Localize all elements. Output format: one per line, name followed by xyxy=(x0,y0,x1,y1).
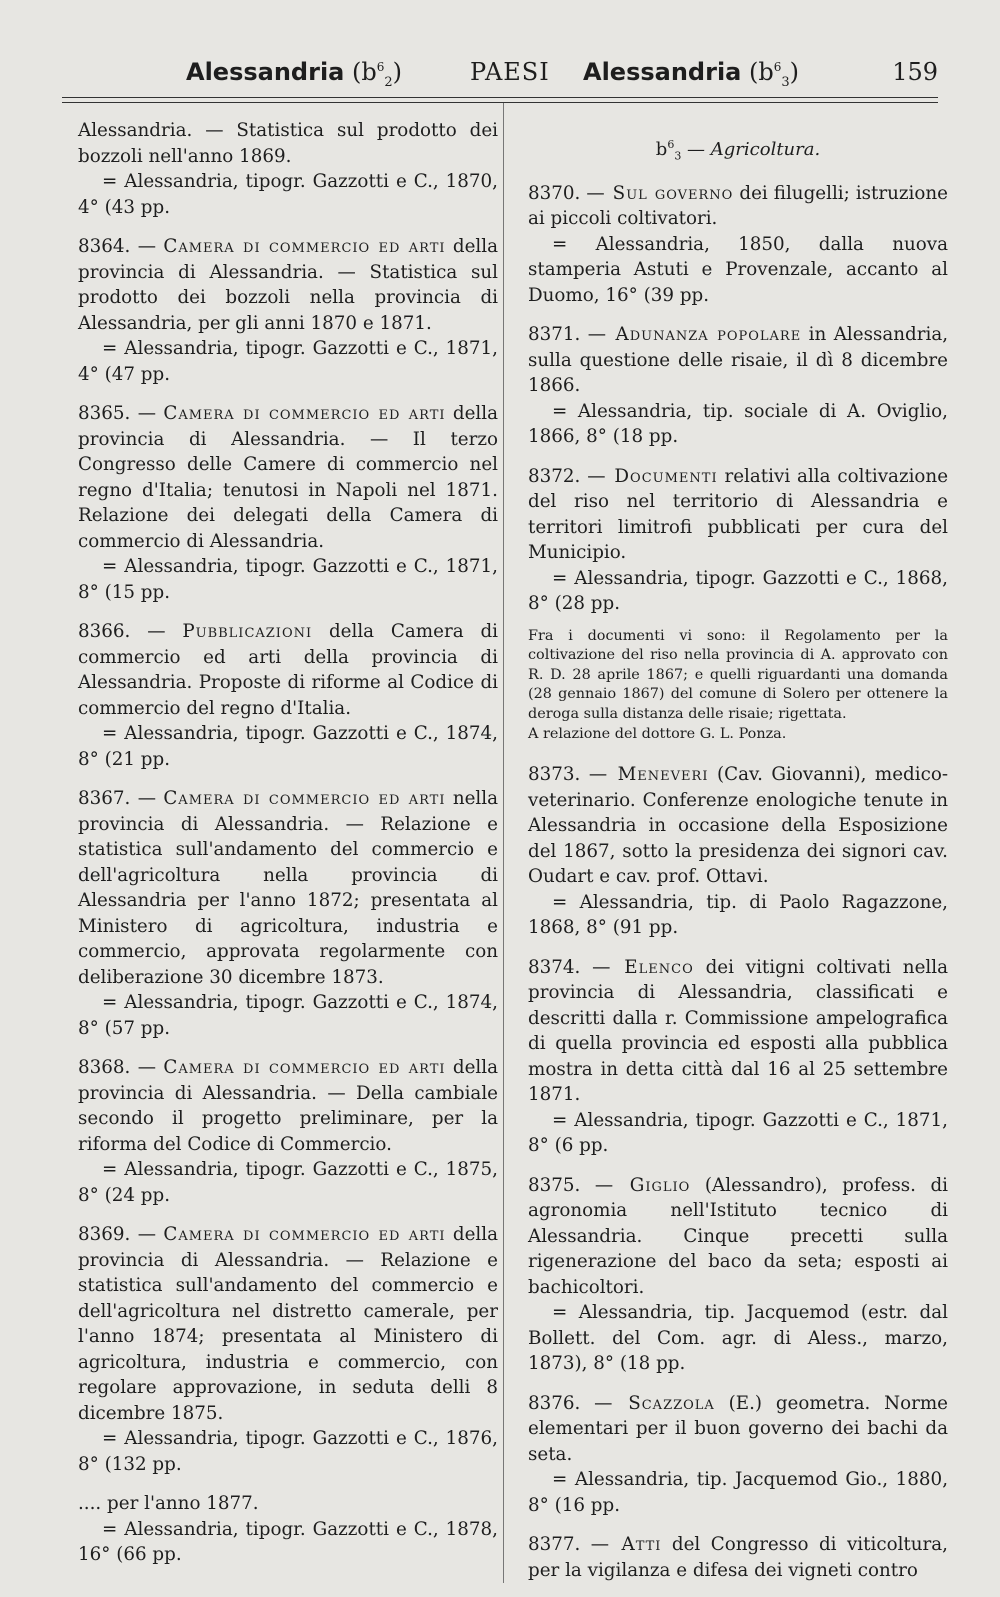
bibliography-entry: 8366. — Pubblicazioni della Camera di commercio ed arti della provincia di Alessandria. Proposte di riforme al Codice di commercio del regno d'Italia. = Alessandria, tipogr. Gazzotti e C., 1874, 8° (21 pp. xyxy=(78,619,498,772)
entry-heading: — Giglio xyxy=(594,1174,691,1196)
entry-number: 8365. xyxy=(78,403,131,424)
entry-number: 8373. xyxy=(528,764,581,786)
entry-text: dei vitigni coltivati nella provincia di Alessandria, classificati e descritti dalla r. Commissione ampelografica di quella provincia ed esposti alla pubblica mostra in detta città dal 16 al 25 settembre 1871. xyxy=(528,956,948,1106)
entry-heading: — Atti xyxy=(590,1534,662,1556)
bibliography-entry xyxy=(528,1391,948,1519)
bibliography-entry: 8368. — Camera di commercio ed arti della provincia di Alessandria. — Della cambiale secondo il progetto preliminare, per la riforma del Codice di Commercio. = Alessandria, tipogr. Gazzotti e C., 1875, 8° (24 pp. xyxy=(78,1055,498,1208)
bibliography-entry: 8364. — Camera di commercio ed arti della provincia di Alessandria. — Statistica sul prodotto dei bozzoli nella provincia di Alessandria, per gli anni 1870 e 1871. = Alessandria, tipogr. Gazzotti e C., 1871, 4° (47 pp. xyxy=(78,234,498,387)
entry-text: della provincia di Alessandria. — Della cambiale secondo il progetto preliminare, per la riforma del Codice di Commercio. xyxy=(78,1057,499,1155)
bibliography-entry: 8365. — Camera di commercio ed arti della provincia di Alessandria. — Il terzo Congresso delle Camere di commercio nel regno d'Italia; tenutosi in Napoli nel 1871. Relazione dei delegati della Camera di commercio di Alessandria. = Alessandria, tipogr. Gazzotti e C., 1871, 8° (15 pp. xyxy=(78,401,498,605)
entry-number: 8366. xyxy=(78,621,131,642)
entry-heading: — Adunanza popolare xyxy=(587,324,802,346)
bibliography-entry xyxy=(528,955,948,1159)
entry-publication: = Alessandria, tipogr. Gazzotti e C., 1876, 8° (132 pp. xyxy=(78,1428,498,1475)
entry-number: 8364. xyxy=(78,236,131,257)
entry-heading: — Documenti xyxy=(587,465,718,487)
entry-text: della provincia di Alessandria. — Relazione e statistica sull'andamento del commercio e dell'agricoltura nel distretto camerale, per l'anno 1874; presentata al Ministero di agricoltura, industria e commercio, con regolare approvazione, in seduta delli 8 dicembre 1875. xyxy=(78,1224,499,1424)
note-author: A relazione del dottore G. L. Ponza. xyxy=(528,725,787,742)
entry-text: relativi alla coltivazione del riso nel territorio di Alessandria e territori limitrofi pubblicati per cura del Municipio. xyxy=(528,465,949,564)
entry-text: in Alessandria, sulla questione delle risaie, il dì 8 dicembre 1866. xyxy=(528,324,949,397)
bibliography-entry xyxy=(78,118,498,220)
entry-publication: = Alessandria, tipogr. Gazzotti e C., 1871, 8° (6 pp. xyxy=(528,1109,948,1157)
entry-publication: = Alessandria, 1850, dalla nuova stamperia Astuti e Provenzale, accanto al Duomo, 16° (39 pp. xyxy=(528,233,948,306)
entry-text: nella provincia di Alessandria. — Relazione e statistica sull'andamento del commercio e dell'agricoltura nella provincia di Alessandria per l'anno 1872; presentata al Ministero di agricoltura, industria e commercio, approvata regolarmente con deliberazione 30 dicembre 1873. xyxy=(78,788,499,988)
entry-publication: = Alessandria, tipogr. Gazzotti e C., 1878, 16° (66 pp. xyxy=(78,1518,498,1565)
entry-publication: = Alessandria, tipogr. Gazzotti e C., 1871, 4° (47 pp. xyxy=(78,338,498,385)
note-text: Fra i documenti vi sono: il Regolamento per la coltivazione del riso nella provincia di A. approvato con R. D. 28 aprile 1867; e quelli riguardanti una domanda (28 gennaio 1867) del comune di Solero per ottenere la deroga sulla distanza delle risaie; rigettata. xyxy=(528,627,948,722)
entry-heading: Pubblicazioni xyxy=(182,621,313,642)
entry-heading: Camera di commercio ed arti xyxy=(163,1224,446,1245)
entry-publication: = Alessandria, tipogr. Gazzotti e C., 1875, 8° (24 pp. xyxy=(78,1159,498,1206)
bibliography-entry xyxy=(528,1532,948,1583)
bibliography-entry xyxy=(78,1491,498,1568)
bibliography-entry: 8369. — Camera di commercio ed arti della provincia di Alessandria. — Relazione e statistica sull'andamento del commercio e dell'agricoltura nel distretto camerale, per l'anno 1874; presentata al Ministero di agricoltura, industria e commercio, con regolare approvazione, in seduta delli 8 dicembre 1875. = Alessandria, tipogr. Gazzotti e C., 1876, 8° (132 pp. xyxy=(78,1222,498,1477)
right-column xyxy=(528,138,948,1597)
entry-text: (E.) geometra. Norme elementari per il buon governo dei bachi da seta. xyxy=(528,1392,949,1465)
entry-number: 8370. xyxy=(528,182,581,204)
bibliography-entry xyxy=(528,762,948,941)
bibliography-entry xyxy=(528,464,948,617)
entry-publication: = Alessandria, tipogr. Gazzotti e C., 1874, 8° (57 pp. xyxy=(78,992,498,1039)
entry-publication: = Alessandria, tip. di Paolo Ragazzone, 1868, 8° (91 pp. xyxy=(528,891,948,939)
entry-text: della provincia di Alessandria. — Statistica sul prodotto dei bozzoli nella provincia di Alessandria, per gli anni 1870 e 1871. xyxy=(78,236,499,334)
bibliography-entry xyxy=(528,1173,948,1377)
entry-publication: = Alessandria, tip. Jacquemod Gio., 1880, 8° (16 pp. xyxy=(528,1469,948,1516)
entry-number: 8368. xyxy=(78,1057,131,1078)
entry-heading: — Scazzola xyxy=(594,1392,715,1414)
entry-publication: = Alessandria, tipogr. Gazzotti e C., 1871, 8° (15 pp. xyxy=(78,556,498,603)
entry-publication: = Alessandria, tip. sociale di A. Oviglio, 1866, 8° (18 pp. xyxy=(528,400,948,448)
column-divider xyxy=(503,103,504,1583)
entry-number: 8376. xyxy=(528,1392,581,1414)
header-right-title: Alessandria $(b^6_3)$ xyxy=(583,58,800,90)
entry-text: del Congresso di viticoltura, per la vigilanza e difesa dei vigneti contro xyxy=(528,1534,948,1581)
running-header xyxy=(78,58,938,98)
entry-text: (Cav. Giovanni), medico-veterinario. Conferenze enologiche tenute in Alessandria in occasione della Esposizione del 1867, sotto la presidenza dei signori cav. Oudart e cav. prof. Ottavi. xyxy=(528,764,949,888)
entry-note xyxy=(528,627,948,745)
entry-publication: = Alessandria, tipogr. Gazzotti e C., 1868, 8° (28 pp. xyxy=(528,567,948,615)
bibliography-entry xyxy=(528,181,948,309)
entry-number: 8375. xyxy=(528,1174,581,1196)
bibliography-entry xyxy=(528,322,948,450)
entry-heading: — Sul governo xyxy=(586,182,734,204)
entry-text: (Alessandro), profess. di agronomia nell'Istituto tecnico di Alessandria. Cinque precetti sulla rigenerazione del baco da seta; esposti ai bachicoltori. xyxy=(528,1174,949,1298)
header-left-title: Alessandria $(b^6_2)$ xyxy=(186,58,403,90)
entry-text: dei filugelli; istruzione ai piccoli coltivatori. xyxy=(528,182,948,230)
entry-heading: Camera di commercio ed arti xyxy=(163,1057,446,1078)
entry-heading: — Elenco xyxy=(592,956,694,978)
header-rule-top xyxy=(62,97,938,98)
entry-number: 8374. xyxy=(528,956,581,978)
entry-number: 8372. xyxy=(528,465,581,487)
entry-heading: Camera di commercio ed arti xyxy=(163,788,446,809)
page-number: 159 xyxy=(892,58,938,86)
entry-heading: — Meneveri xyxy=(588,764,709,786)
entry-text: della provincia di Alessandria. — Il terzo Congresso delle Camere di commercio nel regno d'Italia; tenutosi in Napoli nel 1871. Relazione dei delegati della Camera di commercio di Alessandria. xyxy=(78,403,499,552)
header-center: PAESI xyxy=(470,58,550,86)
entry-number: 8377. xyxy=(528,1534,581,1556)
entry-publication: = Alessandria, tipogr. Gazzotti e C., 1870, 4° (43 pp. xyxy=(78,171,498,218)
entry-heading: Camera di commercio ed arti xyxy=(163,236,446,257)
entry-text: della Camera di commercio ed arti della provincia di Alessandria. Proposte di riforme al Codice di commercio del regno d'Italia. xyxy=(78,621,498,719)
section-heading: $b^6_3$ — Agricoltura. xyxy=(655,138,821,163)
header-rule-bottom xyxy=(62,102,938,103)
left-column xyxy=(78,118,498,1582)
entry-publication: = Alessandria, tipogr. Gazzotti e C., 1874, 8° (21 pp. xyxy=(78,723,498,770)
bibliography-entry: 8367. — Camera di commercio ed arti nella provincia di Alessandria. — Relazione e statistica sull'andamento del commercio e dell'agricoltura nella provincia di Alessandria per l'anno 1872; presentata al Ministero di agricoltura, industria e commercio, approvata regolarmente con deliberazione 30 dicembre 1873. = Alessandria, tipogr. Gazzotti e C., 1874, 8° (57 pp. xyxy=(78,786,498,1041)
entry-publication: = Alessandria, tip. Jacquemod (estr. dal Bollett. del Com. agr. di Aless., marzo, 1873), 8° (18 pp. xyxy=(528,1302,948,1375)
entry-number: 8371. xyxy=(528,324,581,346)
entry-number: 8367. xyxy=(78,788,131,809)
entry-text: Alessandria. — Statistica sul prodotto dei bozzoli nell'anno 1869. xyxy=(78,120,498,167)
entry-number: 8369. xyxy=(78,1224,131,1245)
entry-heading: Camera di commercio ed arti xyxy=(163,403,446,424)
entry-text: .... per l'anno 1877. xyxy=(78,1493,259,1514)
